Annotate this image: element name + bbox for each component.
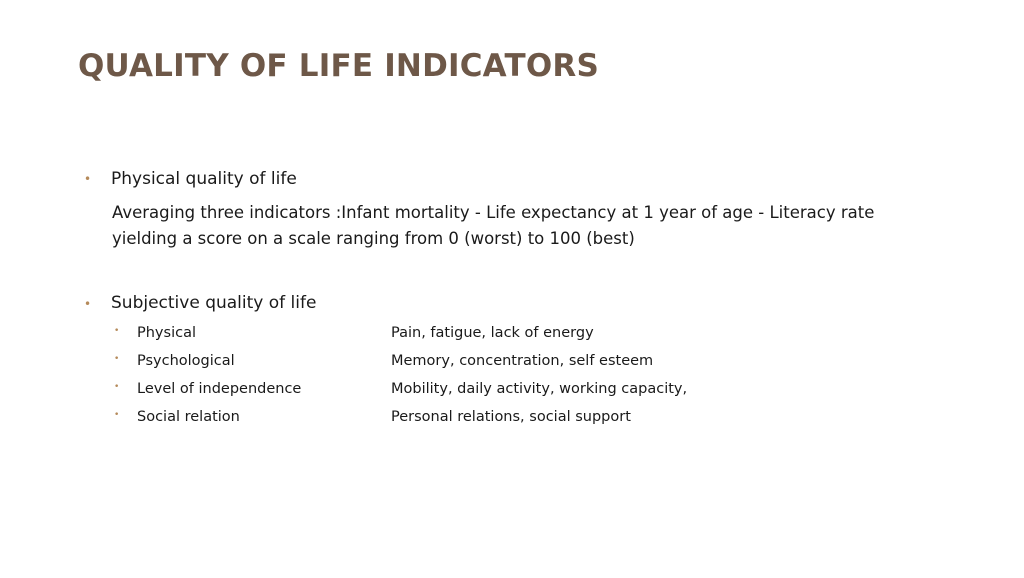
indicator-label: Level of independence — [137, 381, 302, 397]
indicator-description: Mobility, daily activity, working capacity, — [391, 381, 688, 397]
bullet-dot-icon: • — [114, 410, 120, 420]
bullet-dot-icon: • — [114, 354, 120, 364]
physical-quality-description — [112, 200, 874, 252]
list-item — [114, 378, 814, 400]
bullet-dot-icon: • — [84, 297, 92, 311]
description-line: Averaging three indicators :Infant mortality - Life expectancy at 1 year of age - Literacy rate — [112, 203, 875, 222]
subjective-quality-heading: Subjective quality of life — [111, 293, 317, 313]
list-item — [114, 322, 814, 344]
physical-quality-heading: Physical quality of life — [111, 169, 297, 189]
list-item — [114, 406, 814, 428]
indicator-label: Psychological — [137, 353, 235, 369]
indicator-description: Personal relations, social support — [391, 409, 631, 425]
indicator-label: Social relation — [137, 409, 240, 425]
bullet-dot-icon: • — [114, 382, 120, 392]
slide-title: QUALITY OF LIFE INDICATORS — [78, 48, 599, 84]
bullet-dot-icon: • — [84, 172, 92, 186]
description-line: yielding a score on a scale ranging from 0 (worst) to 100 (best) — [112, 229, 635, 248]
indicator-label: Physical — [137, 325, 196, 341]
indicator-description: Pain, fatigue, lack of energy — [391, 325, 594, 341]
indicator-description: Memory, concentration, self esteem — [391, 353, 654, 369]
list-item — [114, 350, 814, 372]
bullet-dot-icon: • — [114, 326, 120, 336]
